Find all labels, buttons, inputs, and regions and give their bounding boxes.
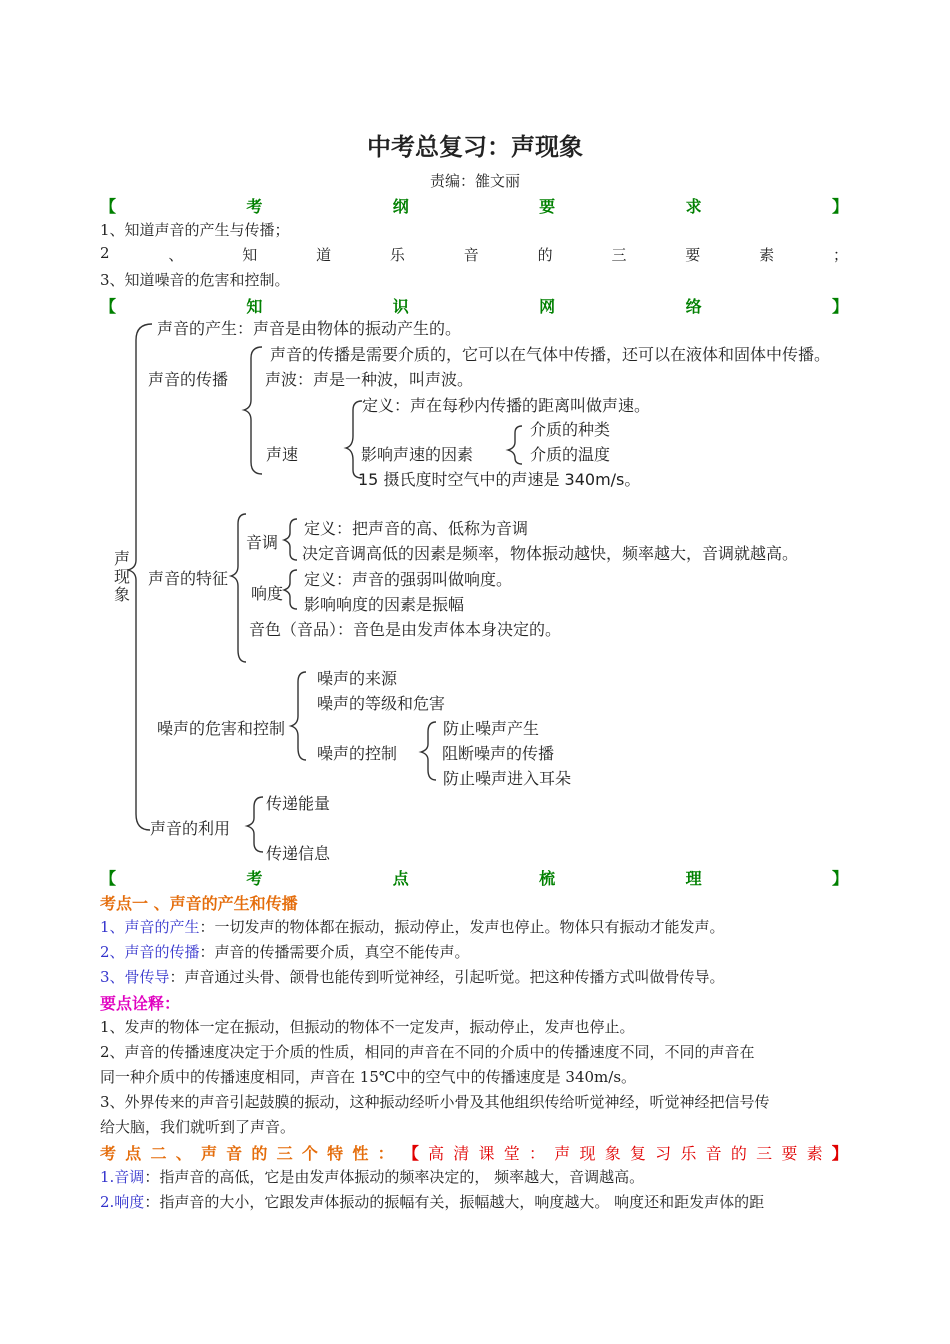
note-2b: 同一种介质中的传播速度相同，声音在 15℃中的空气中的传播速度是 340m/s。 xyxy=(100,1068,637,1086)
mindmap-noise-control-2: 阻断噪声的传播 xyxy=(442,744,555,763)
mindmap-noise-source: 噪声的来源 xyxy=(317,669,398,688)
page-title: 中考总复习：声现象 xyxy=(367,133,583,161)
point1-item1-label: 1、声音的产生 xyxy=(100,918,200,936)
requirement-3: 3、知道噪音的危害和控制。 xyxy=(100,271,290,289)
mindmap-pitch-label: 音调 xyxy=(246,533,279,552)
mindmap-production: 声音的产生：声音是由物体的振动产生的。 xyxy=(157,319,462,338)
section-knowledge: 【 知 识 网 络 】 xyxy=(100,297,848,316)
mindmap-speed-def: 定义：声在每秒内传播的距离叫做声速。 xyxy=(362,396,651,415)
mindmap-root: 声现象 xyxy=(114,549,131,604)
mindmap-timbre: 音色（音品）：音色是由发声体本身决定的。 xyxy=(249,620,562,639)
point2-item2-label: 2.响度 xyxy=(100,1193,145,1211)
mindmap-propagation-label: 声音的传播 xyxy=(148,370,229,389)
point1-item2: 2、声音的传播：声音的传播需要介质，真空不能传声。 xyxy=(100,943,470,961)
point1-item3-label: 3、骨传导 xyxy=(100,968,170,986)
mindmap-factors-label: 影响声速的因素 xyxy=(361,445,474,464)
mindmap-usage-energy: 传递能量 xyxy=(266,794,331,813)
mindmap-noise-control-label: 噪声的控制 xyxy=(317,744,398,763)
requirement-2: 2 、 知 道 乐 音 的 三 要 素 ； xyxy=(100,244,848,264)
mindmap-loudness-def: 定义：声音的强弱叫做响度。 xyxy=(304,570,513,589)
point2-heading-row: 考 点 二 、 声 音 的 三 个 特 性 ： 【 高 清 课 堂 ： 声 现 象 复 习 乐 音 的 三 要 素 】 xyxy=(100,1144,848,1163)
mindmap-loudness-factor: 影响响度的因素是振幅 xyxy=(304,595,465,614)
note-3b: 给大脑，我们就听到了声音。 xyxy=(100,1118,296,1136)
point2-item1: 1.音调：指声音的高低，它是由发声体振动的频率决定的， 频率越大，音调越高。 xyxy=(100,1168,645,1186)
editor-line: 责编：雒文丽 xyxy=(429,172,520,190)
point1-heading: 考点一 、声音的产生和传播 xyxy=(100,894,298,913)
section-points: 【 考 点 梳 理 】 xyxy=(100,869,848,888)
mindmap-factor-2: 介质的温度 xyxy=(530,445,611,464)
mindmap-pitch-factor: 决定音调高低的因素是频率，物体振动越快，频率越大，音调就越高。 xyxy=(302,544,799,563)
point1-item1: 1、声音的产生：一切发声的物体都在振动，振动停止，发声也停止。物体只有振动才能发声。 xyxy=(100,918,725,936)
mindmap-speed-label: 声速 xyxy=(266,445,299,464)
mindmap-noise-level: 噪声的等级和危害 xyxy=(317,694,446,713)
point1-item3: 3、骨传导：声音通过头骨、颌骨也能传到听觉神经，引起听觉。把这种传播方式叫做骨传导。 xyxy=(100,968,725,986)
mindmap-loudness-label: 响度 xyxy=(251,584,284,603)
point2-item1-label: 1.音调 xyxy=(100,1168,145,1186)
point1-item2-label: 2、声音的传播 xyxy=(100,943,200,961)
mindmap-noise-label: 噪声的危害和控制 xyxy=(157,719,286,738)
mindmap-noise-control-1: 防止噪声产生 xyxy=(443,719,540,738)
section-requirements: 【 考 纲 要 求 】 xyxy=(100,197,848,216)
mindmap-factor-1: 介质的种类 xyxy=(530,420,611,439)
mindmap-propagation-wave: 声波：声是一种波，叫声波。 xyxy=(265,370,474,389)
note-3a: 3、外界传来的声音引起鼓膜的振动，这种振动经听小骨及其他组织传给听觉神经，听觉神经把信号传 xyxy=(100,1093,770,1111)
note-2a: 2、声音的传播速度决定于介质的性质，相同的声音在不同的介质中的传播速度不同，不同的声音在 xyxy=(100,1043,755,1061)
mindmap-propagation-medium: 声音的传播是需要介质的，它可以在气体中传播，还可以在液体和固体中传播。 xyxy=(270,345,831,364)
mindmap-speed-value: 15 摄氏度时空气中的声速是 340m/s。 xyxy=(358,470,641,489)
note-1: 1、发声的物体一定在振动，但振动的物体不一定发声，振动停止，发声也停止。 xyxy=(100,1018,635,1036)
mindmap-features-label: 声音的特征 xyxy=(148,569,229,588)
requirement-1: 1、知道声音的产生与传播； xyxy=(100,221,290,239)
mindmap-usage-info: 传递信息 xyxy=(266,844,331,863)
notes-heading: 要点诠释： xyxy=(100,994,181,1013)
point2-item2: 2.响度：指声音的大小，它跟发声体振动的振幅有关，振幅越大，响度越大。 响度还和距发声体的距 xyxy=(100,1193,765,1211)
mindmap-pitch-def: 定义：把声音的高、低称为音调 xyxy=(304,519,529,538)
mindmap-usage-label: 声音的利用 xyxy=(150,819,231,838)
mindmap-noise-control-3: 防止噪声进入耳朵 xyxy=(443,769,572,788)
